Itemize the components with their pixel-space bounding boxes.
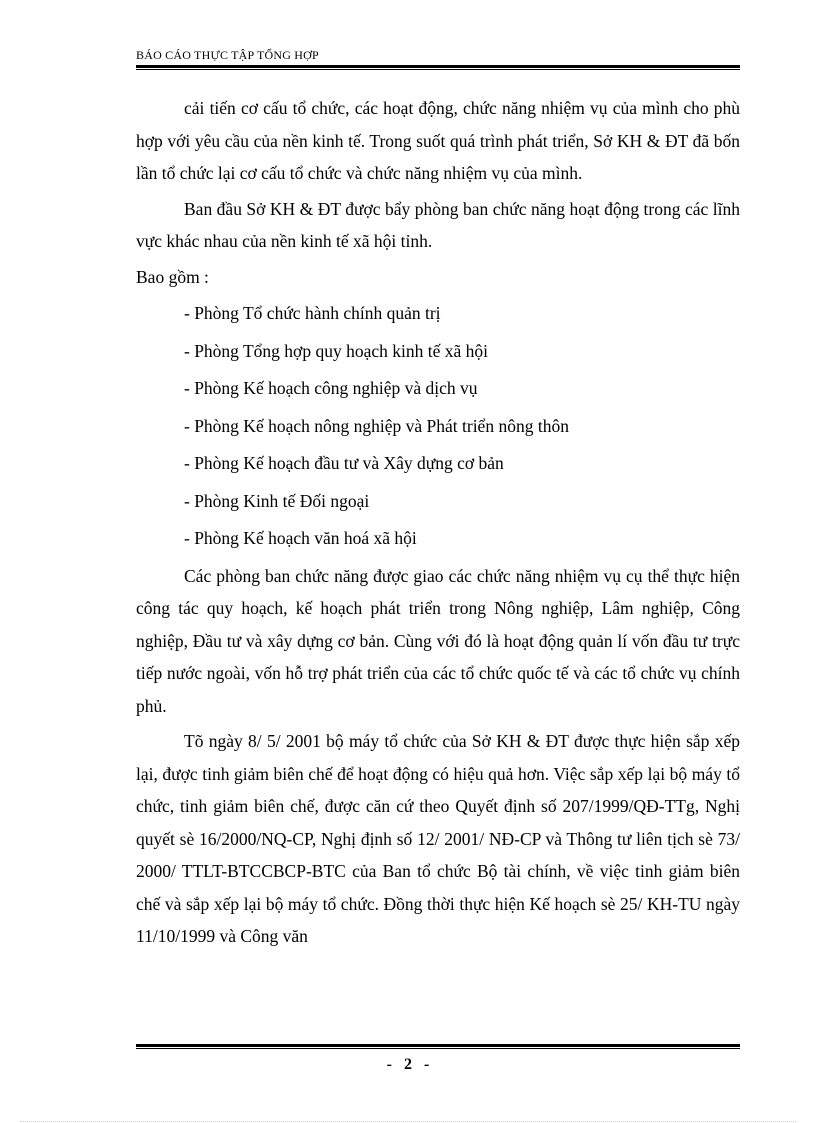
document-body bbox=[136, 92, 740, 956]
paragraph-reorganization-2001: Tõ ngày 8/ 5/ 2001 bộ máy tổ chức của Sở KH & ĐT được thực hiện sắp xếp lại, được tinh giảm biên chế để hoạt động có hiệu quả hơn. Việc sắp xếp lại bộ máy tổ chức, tinh giảm biên chế, được căn cứ theo Quyết định số 207/1999/QĐ-TTg, Nghị quyết sè 16/2000/NQ-CP, Nghị định số 12/ 2001/ NĐ-CP và Thông tư liên tịch sè 73/ 2000/ TTLT-BTCCBCP-BTC của Ban tổ chức Bộ tài chính, về việc tinh giảm biên chế và sắp xếp lại bộ máy tổ chức. Đồng thời thực hiện Kế hoạch sè 25/ KH-TU ngày 11/10/1999 và Công văn bbox=[136, 731, 740, 946]
header-double-rule bbox=[136, 65, 740, 70]
department-list bbox=[136, 297, 740, 555]
list-item: - Phòng Kế hoạch nông nghiệp và Phát triển nông thôn bbox=[184, 410, 740, 443]
list-item: - Phòng Kế hoạch đầu tư và Xây dựng cơ bản bbox=[184, 447, 740, 480]
page-dash-right: - bbox=[424, 1056, 430, 1073]
list-item: - Phòng Kế hoạch văn hoá xã hội bbox=[184, 522, 740, 555]
paragraph-restructuring: cải tiến cơ cấu tổ chức, các hoạt động, chức năng nhiệm vụ của mình cho phù hợp với yêu cầu của nền kinh tế. Trong suốt quá trình phát triển, Sở KH & ĐT đã bốn lần tổ chức lại cơ cấu tổ chức và chức năng nhiệm vụ của mình. bbox=[136, 98, 740, 183]
page-edge-divider bbox=[20, 1121, 796, 1122]
page-number bbox=[0, 1056, 816, 1074]
page-number-value: 2 bbox=[404, 1056, 412, 1073]
paragraph-department-functions: Các phòng ban chức năng được giao các chức năng nhiệm vụ cụ thể thực hiện công tác quy hoạch, kế hoạch phát triển trong Nông nghiệp, Lâm nghiệp, Công nghiệp, Đầu tư và xây dựng cơ bản. Cùng với đó là hoạt động quản lí vốn đầu tư trực tiếp nước ngoài, vốn hỗ trợ phát triển của các tổ chức quốc tế và các tổ chức vụ chính phủ. bbox=[136, 565, 740, 716]
list-intro: Bao gồm : bbox=[136, 266, 209, 287]
list-item: - Phòng Tổng hợp quy hoạch kinh tế xã hội bbox=[184, 335, 740, 368]
paragraph-initial-departments: Ban đầu Sở KH & ĐT được bẩy phòng ban chức năng hoạt động trong các lĩnh vực khác nhau của nền kinh tế xã hội tỉnh. bbox=[136, 198, 740, 251]
list-item: - Phòng Tổ chức hành chính quản trị bbox=[184, 297, 740, 330]
running-header: BÁO CÁO THỰC TẬP TỔNG HỢP bbox=[136, 48, 319, 62]
list-item: - Phòng Kinh tế Đối ngoại bbox=[184, 485, 740, 518]
footer-double-rule bbox=[136, 1044, 740, 1049]
page-dash-left: - bbox=[386, 1056, 392, 1073]
list-item: - Phòng Kế hoạch công nghiệp và dịch vụ bbox=[184, 372, 740, 405]
